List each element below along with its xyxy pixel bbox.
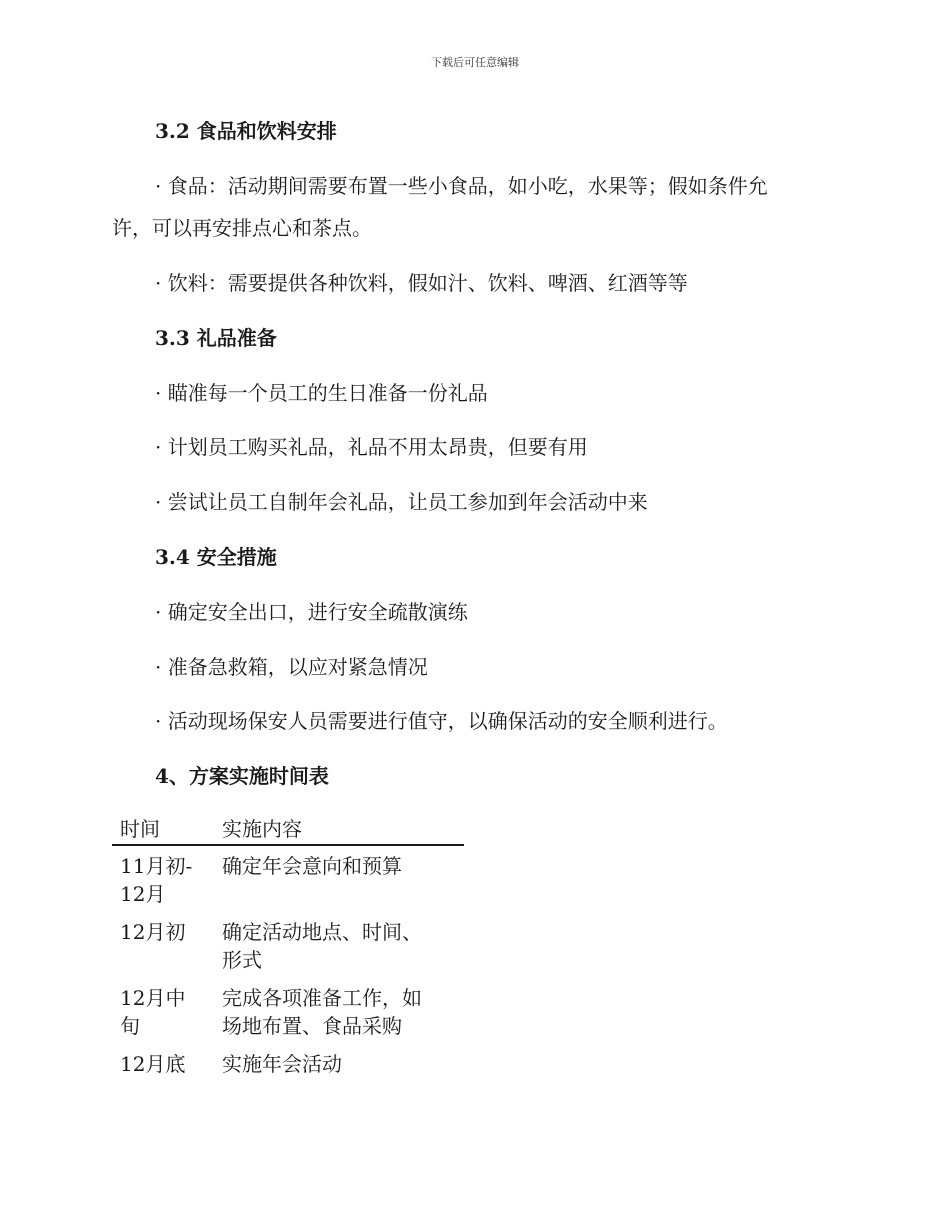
content-cell <box>214 1044 464 1082</box>
content-line: 确定活动地点、时间、 <box>222 920 422 944</box>
time-cell <box>112 912 214 978</box>
time-line: 12月底 <box>120 1052 186 1076</box>
table-row <box>112 978 464 1044</box>
content-line: 确定年会意向和预算 <box>222 854 402 878</box>
schedule-table <box>112 813 464 1082</box>
gift-item: · 尝试让员工自制年会礼品，让员工参加到年会活动中来 <box>155 490 648 514</box>
content-cell <box>214 912 464 978</box>
time-line: 11月初- <box>120 854 193 878</box>
gift-item: · 计划员工购买礼品，礼品不用太昂贵，但要有用 <box>155 435 588 459</box>
content-cell <box>214 978 464 1044</box>
time-cell <box>112 978 214 1044</box>
time-cell <box>112 1044 214 1082</box>
time-line: 12月中 <box>120 986 186 1010</box>
food-paragraph-line1: · 食品：活动期间需要布置一些小食品，如小吃，水果等；假如条件允 <box>155 174 768 198</box>
content-line: 场地布置、食品采购 <box>222 1014 402 1038</box>
table-row <box>112 845 464 912</box>
time-line: 12月 <box>120 882 166 906</box>
food-paragraph-line2: 许，可以再安排点心和茶点。 <box>112 216 372 240</box>
table-row <box>112 1044 464 1082</box>
content-cell <box>214 845 464 912</box>
time-line: 旬 <box>120 1014 140 1038</box>
drinks-paragraph: · 饮料：需要提供各种饮料，假如汁、饮料、啤酒、红酒等等 <box>155 271 688 295</box>
section-heading-4: 4、方案实施时间表 <box>155 764 329 788</box>
content-line: 实施年会活动 <box>222 1052 342 1076</box>
column-header-time: 时间 <box>112 813 214 845</box>
page-header: 下载后可任意编辑 <box>431 56 519 69</box>
section-heading-3-4: 3.4 安全措施 <box>155 545 277 569</box>
section-heading-3-3: 3.3 礼品准备 <box>155 326 277 350</box>
time-cell <box>112 845 214 912</box>
column-header-content: 实施内容 <box>214 813 464 845</box>
content-line: 完成各项准备工作，如 <box>222 986 422 1010</box>
safety-item: · 确定安全出口，进行安全疏散演练 <box>155 600 468 624</box>
gift-item: · 瞄准每一个员工的生日准备一份礼品 <box>155 381 488 405</box>
table-row <box>112 912 464 978</box>
time-line: 12月初 <box>120 920 186 944</box>
table-header-row <box>112 813 464 845</box>
safety-item: · 准备急救箱，以应对紧急情况 <box>155 655 428 679</box>
safety-item: · 活动现场保安人员需要进行值守，以确保活动的安全顺利进行。 <box>155 709 728 733</box>
section-heading-3-2: 3.2 食品和饮料安排 <box>155 119 337 143</box>
content-line: 形式 <box>222 948 262 972</box>
